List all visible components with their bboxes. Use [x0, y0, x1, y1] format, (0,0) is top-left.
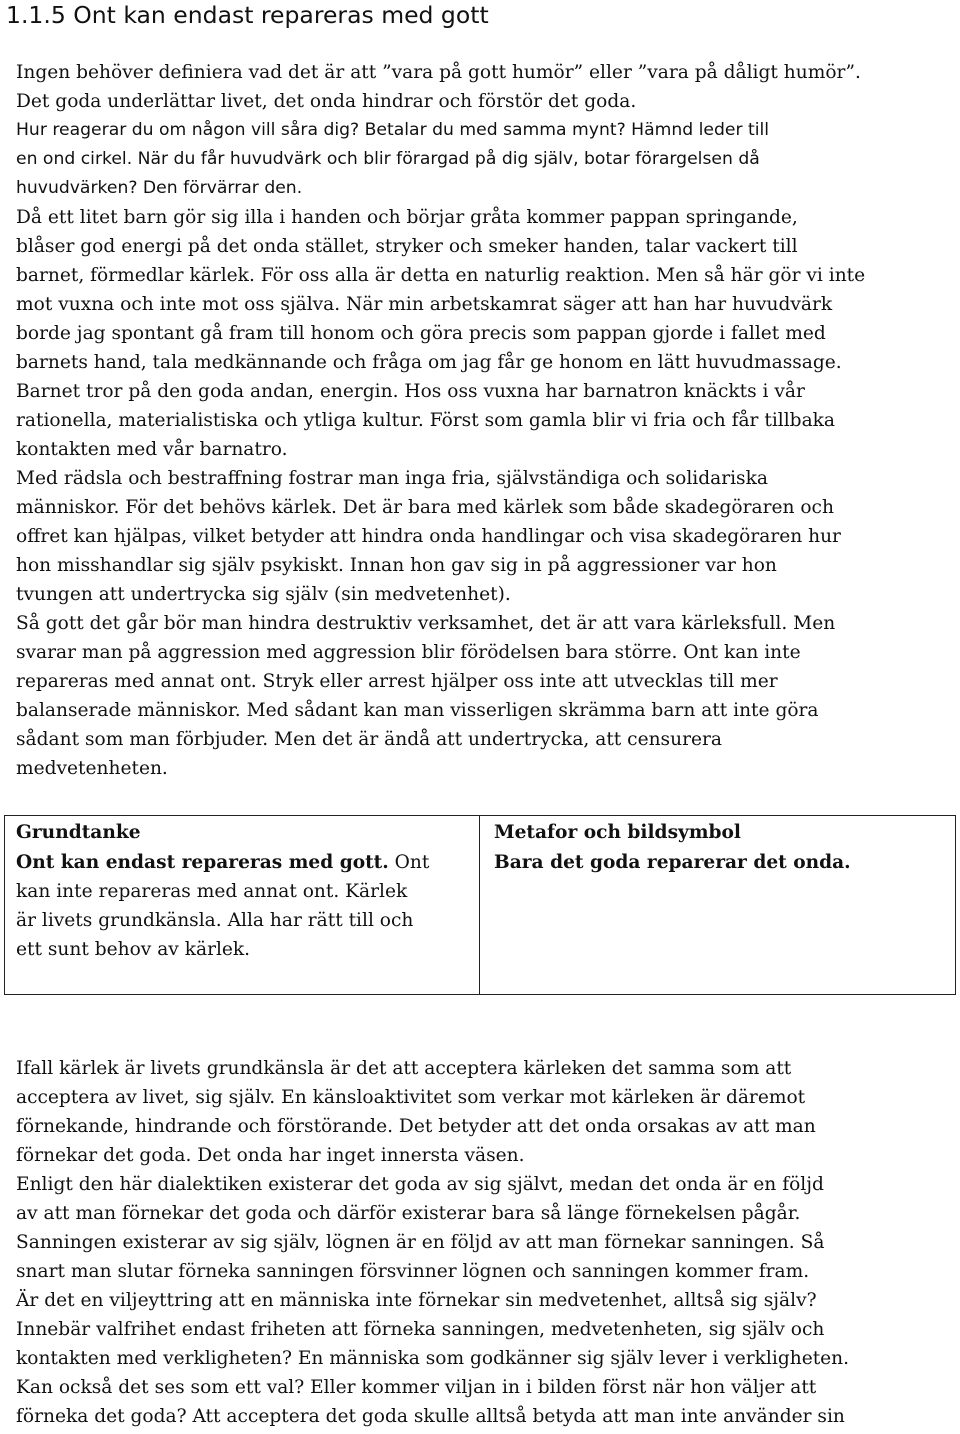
paragraph-line: Innebär valfrihet endast friheten att förneka sanningen, medvetenheten, sig själv och — [16, 1319, 825, 1340]
table-divider — [479, 815, 480, 995]
paragraph-line: förneka det goda? Att acceptera det goda skulle alltså betyda att man inte använder sin — [16, 1406, 845, 1427]
paragraph-line: Är det en viljeyttring att en människa inte förnekar sin medvetenhet, alltså sig själv? — [16, 1290, 817, 1311]
paragraph-line: balanserade människor. Med sådant kan man visserligen skrämma barn att inte göra — [16, 700, 819, 721]
paragraph-line: acceptera av livet, sig själv. En känsloaktivitet som verkar mot kärleken är däremot — [16, 1087, 806, 1108]
paragraph-line: förnekar det goda. Det onda har inget innersta väsen. — [16, 1145, 525, 1166]
grundtanke-text-line: ett sunt behov av kärlek. — [16, 939, 251, 960]
grundtanke-text-line: kan inte repareras med annat ont. Kärlek — [16, 881, 408, 902]
paragraph-line: Enligt den här dialektiken existerar det goda av sig självt, medan det onda är en följd — [16, 1174, 824, 1195]
paragraph-line: blåser god energi på det onda stället, stryker och smeker handen, talar vackert till — [16, 236, 798, 257]
paragraph-line: barnet, förmedlar kärlek. För oss alla är detta en naturlig reaktion. Men så här gör vi inte — [16, 265, 866, 286]
paragraph-line: kontakten med verkligheten? En människa som godkänner sig själv lever i verkligheten. — [16, 1348, 850, 1369]
metafor-title: Metafor och bildsymbol — [494, 822, 741, 843]
paragraph-line: tvungen att undertrycka sig själv (sin medvetenhet). — [16, 584, 511, 605]
paragraph-line: kontakten med vår barnatro. — [16, 439, 288, 460]
paragraph-line: huvudvärken? Den förvärrar den. — [16, 178, 303, 198]
grundtanke-text-line — [16, 848, 429, 877]
paragraph-line: borde jag spontant gå fram till honom och göra precis som pappan gjorde i fallet med — [16, 323, 826, 344]
paragraph-line: av att man förnekar det goda och därför existerar bara så länge förnekelsen pågår. — [16, 1203, 801, 1224]
intro-line: Det goda underlättar livet, det onda hindrar och förstör det goda. — [16, 91, 637, 112]
paragraph-line: människor. För det behövs kärlek. Det är bara med kärlek som både skadegöraren och — [16, 497, 834, 518]
metafor-text: Bara det goda reparerar det onda. — [494, 852, 851, 873]
paragraph-line: Ifall kärlek är livets grundkänsla är det att acceptera kärleken det samma som att — [16, 1058, 792, 1079]
paragraph-line: svarar man på aggression med aggression blir förödelsen bara större. Ont kan inte — [16, 642, 801, 663]
paragraph-line: offret kan hjälpas, vilket betyder att hindra onda handlingar och visa skadegöraren hur — [16, 526, 841, 547]
paragraph-line: hon misshandlar sig själv psykiskt. Innan hon gav sig in på aggressioner var hon — [16, 555, 777, 576]
paragraph-line: Sanningen existerar av sig själv, lögnen är en följd av att man förnekar sanningen. Så — [16, 1232, 825, 1253]
grundtanke-title: Grundtanke — [16, 822, 141, 843]
paragraph-line: Barnet tror på den goda andan, energin. Hos oss vuxna har barnatron knäckts i vår — [16, 381, 805, 402]
paragraph-line: Så gott det går bör man hindra destruktiv verksamhet, det är att vara kärleksfull. Men — [16, 613, 836, 634]
grundtanke-text-line: är livets grundkänsla. Alla har rätt till och — [16, 910, 414, 931]
paragraph-line: snart man slutar förneka sanningen försvinner lögnen och sanningen kommer fram. — [16, 1261, 810, 1282]
grundtanke-bold-text: Ont kan endast repareras med gott. — [16, 852, 389, 873]
paragraph-line: sådant som man förbjuder. Men det är ändå att undertrycka, att censurera — [16, 729, 722, 750]
paragraph-line: repareras med annat ont. Stryk eller arrest hjälper oss inte att utvecklas till mer — [16, 671, 778, 692]
paragraph-line: mot vuxna och inte mot oss själva. När min arbetskamrat säger att han har huvudvärk — [16, 294, 833, 315]
paragraph-line: rationella, materialistiska och ytliga kultur. Först som gamla blir vi fria och får tillbaka — [16, 410, 836, 431]
paragraph-line: Med rädsla och bestraffning fostrar man inga fria, självständiga och solidariska — [16, 468, 768, 489]
paragraph-line: Kan också det ses som ett val? Eller kommer viljan in i bilden först när hon väljer att — [16, 1377, 817, 1398]
paragraph-line: Hur reagerar du om någon vill såra dig? Betalar du med samma mynt? Hämnd leder till — [16, 120, 770, 140]
paragraph-line: barnets hand, tala medkännande och fråga om jag får ge honom en lätt huvudmassage. — [16, 352, 842, 373]
paragraph-line: en ond cirkel. När du får huvudvärk och blir förargad på dig själv, botar förargelsen då — [16, 149, 760, 169]
intro-line: Ingen behöver definiera vad det är att ”vara på gott humör” eller ”vara på dåligt humör”. — [16, 62, 861, 83]
grundtanke-text: Ont — [388, 852, 430, 873]
paragraph-line: medvetenheten. — [16, 758, 168, 779]
paragraph-line: förnekande, hindrande och förstörande. Det betyder att det onda orsakas av att man — [16, 1116, 816, 1137]
paragraph-line: Då ett litet barn gör sig illa i handen och börjar gråta kommer pappan springande, — [16, 207, 798, 228]
section-heading: 1.1.5 Ont kan endast repareras med gott — [6, 1, 489, 29]
